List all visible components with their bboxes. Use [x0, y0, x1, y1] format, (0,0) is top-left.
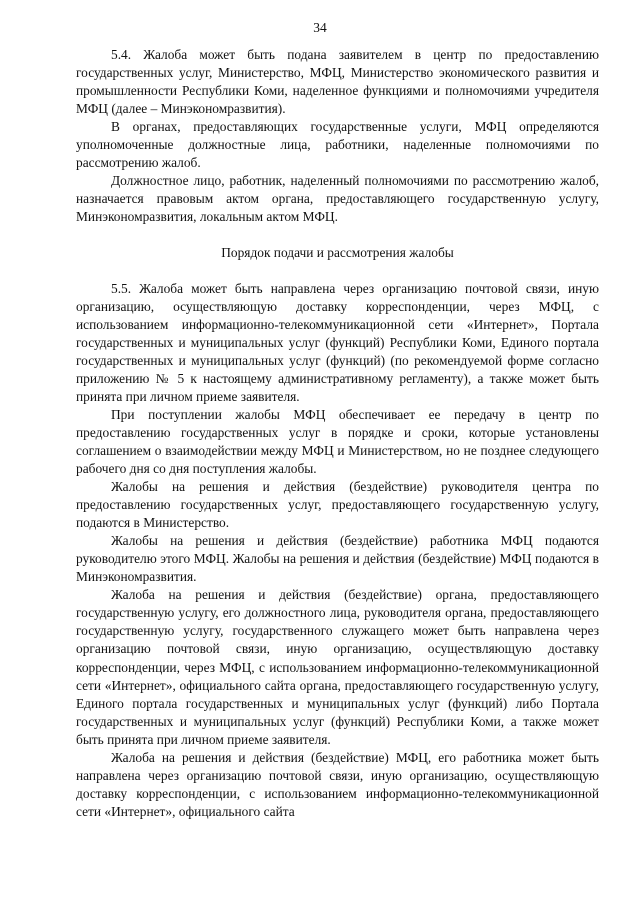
paragraph-official-appointment: Должностное лицо, работник, наделенный полномочиями по рассмотрению жалоб, назначается правовым актом органа, предоставляющего государственную услугу, Минэкономразвития, локальным актом МФЦ.	[76, 173, 599, 225]
paragraph-complaints-mfc-worker: Жалобы на решения и действия (бездействие) работника МФЦ подаются руководителю этого МФЦ. Жалобы на решения и действия (бездействие) МФЦ подаются в Минэкономразвития.	[76, 533, 599, 585]
paragraph-complaints-mfc: Жалоба на решения и действия (бездействие) МФЦ, его работника может быть направлена через организацию почтовой связи, иную организацию, осуществляющую доставку корреспонденции, с использованием информационно-телекоммуникационной сети «Интернет», официального сайта	[76, 749, 599, 819]
page-number: 34	[313, 20, 327, 35]
section-heading: Порядок подачи и рассмотрения жалобы	[221, 245, 454, 261]
paragraph-5-4: 5.4. Жалоба может быть подана заявителем в центр по предоставлению государственных услуг, Министерство, МФЦ, Министерство экономического развития и промышленности Республики Коми, наделенное функциями и полномочиями учредителя МФЦ (далее – Минэкономразвития).	[76, 47, 599, 117]
paragraph-5-5: 5.5. Жалоба может быть направлена через организацию почтовой связи, иную организацию, осуществляющую доставку корреспонденции, через МФЦ, с использованием информационно-телекоммуникационной сети «Интернет», Портала государственных и муниципальных услуг (функций) Республики Коми, Единого портала государственных и муниципальных услуг (функций) (по рекомендуемой форме согласно приложению № 5 к настоящему административному регламенту), а также может быть принята при личном приеме заявителя.	[76, 280, 599, 404]
paragraph-mfc-transfer: При поступлении жалобы МФЦ обеспечивает ее передачу в центр по предоставлению государственных услуг в порядке и сроки, которые установлены соглашением о взаимодействии между МФЦ и Министерством, но не позднее следующего рабочего дня со дня поступления жалобы.	[76, 406, 599, 476]
paragraph-complaints-authority: Жалоба на решения и действия (бездействие) органа, предоставляющего государственную услугу, его должностного лица, руководителя органа, предоставляющего государственную услугу, государственного служащего может быть направлена через организацию почтовой связи, иную организацию, осуществляющую доставку корреспонденции, через МФЦ, с использованием информационно-телекоммуникационной сети «Интернет», официального сайта органа, предоставляющего государственную услугу, Единого портала государственных и муниципальных услуг (функций) либо Портала государственных и муниципальных услуг (функций) Республики Коми, а также может быть принята при личном приеме заявителя.	[76, 587, 599, 747]
paragraph-authorized-officials: В органах, предоставляющих государственные услуги, МФЦ определяются уполномоченные должностные лица, работники, наделенные полномочиями по рассмотрению жалоб.	[76, 119, 599, 171]
paragraph-complaints-center-head: Жалобы на решения и действия (бездействие) руководителя центра по предоставлению государственных услуг, предоставляющего государственную услугу, подаются в Министерство.	[76, 479, 599, 531]
document-body	[76, 46, 599, 821]
